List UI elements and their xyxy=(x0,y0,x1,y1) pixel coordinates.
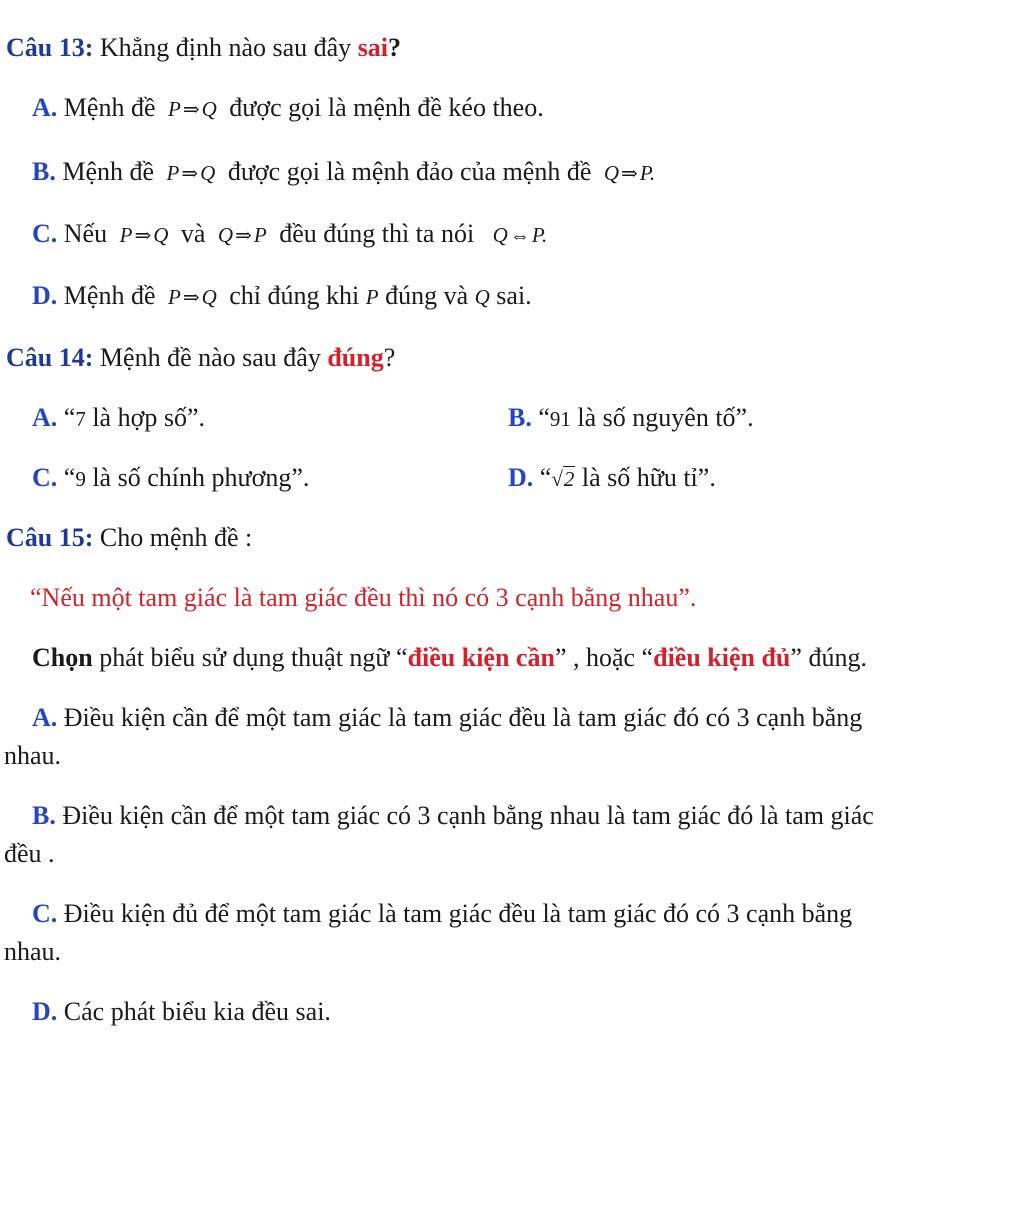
q13-option-b-q2: Q xyxy=(603,161,620,185)
instruction-choose: Chọn xyxy=(32,643,93,672)
q13-option-a-p: P xyxy=(167,97,181,121)
q15-option-d-line1: Các phát biểu kia đều sai. xyxy=(57,997,331,1026)
q14-option-b-letter: B. xyxy=(508,403,532,432)
question-15-label: Câu 15: xyxy=(6,523,94,552)
q14-option-b[interactable] xyxy=(508,402,754,435)
q13-option-d-p: P xyxy=(167,285,181,309)
q14-option-d-letter: D. xyxy=(508,463,534,492)
q13-option-a-letter: A. xyxy=(32,93,58,122)
question-13-label: Câu 13: xyxy=(6,33,94,62)
q13-option-c-arrow2: ⇒ xyxy=(235,225,252,247)
q14-option-b-num: 91 xyxy=(549,407,571,431)
q13-option-c-arrow3: ⇔ xyxy=(509,225,530,247)
q14-option-a-letter: A. xyxy=(32,403,58,432)
q15-option-a-line1: Điều kiện cần để một tam giác là tam giác đều là tam giác đó có 3 cạnh bằng xyxy=(57,703,863,732)
q13-option-c-pre: Nếu xyxy=(57,219,114,248)
question-13-keyword: sai xyxy=(357,33,389,62)
q13-option-c-q3: Q xyxy=(492,223,508,247)
question-15-title xyxy=(6,522,252,554)
q14-option-c[interactable] xyxy=(32,462,309,495)
q15-option-b-letter: B. xyxy=(32,801,56,830)
q13-option-b-arrow2: ⇒ xyxy=(621,163,638,185)
term-sufficient-condition: điều kiện đủ xyxy=(653,643,791,672)
instruction-t3: ” đúng. xyxy=(790,643,867,672)
question-14-keyword: đúng xyxy=(327,343,384,372)
q13-option-b-mid: được gọi là mệnh đảo của mệnh đề xyxy=(221,157,598,186)
q13-option-b-pre: Mệnh đề xyxy=(55,157,161,186)
q14-option-c-letter: C. xyxy=(32,463,58,492)
q15-option-c[interactable] xyxy=(32,898,852,930)
question-14-title xyxy=(6,342,395,374)
q15-option-c-line1: Điều kiện đủ để một tam giác là tam giác đều là tam giác đó có 3 cạnh bằng xyxy=(57,899,853,928)
q13-option-a-arrow: ⇒ xyxy=(182,99,200,121)
q15-option-c-letter: C. xyxy=(32,899,58,928)
question-13-end: ? xyxy=(388,33,402,62)
q13-option-c-p3: P. xyxy=(531,223,548,247)
q13-option-c-q2: Q xyxy=(217,223,234,247)
q14-option-a-num: 7 xyxy=(75,407,86,431)
q13-option-d-letter: D. xyxy=(32,281,58,310)
q15-option-b-continuation: đều . xyxy=(4,839,55,868)
question-14-text: Mệnh đề nào sau đây xyxy=(93,343,328,372)
question-15-text: Cho mệnh đề : xyxy=(93,523,253,552)
q13-option-c-arrow: ⇒ xyxy=(134,225,152,247)
q13-option-d-q: Q xyxy=(201,285,217,309)
instruction-t2: ” , hoặc “ xyxy=(554,643,654,672)
q13-option-d-p2: P xyxy=(365,285,379,309)
q14-option-a-post: là hợp số”. xyxy=(85,403,205,432)
q14-option-d-post: là số hữu tỉ”. xyxy=(575,463,716,492)
question-13-text: Khẳng định nào sau đây xyxy=(93,33,358,62)
q13-option-b-p: P xyxy=(166,161,180,185)
instruction-t1: phát biểu sử dụng thuật ngữ “ xyxy=(92,643,408,672)
q14-option-a[interactable] xyxy=(32,402,205,435)
q13-option-b-letter: B. xyxy=(32,157,56,186)
q15-option-b-line1: Điều kiện cần để một tam giác có 3 cạnh bằng nhau là tam giác đó là tam giác xyxy=(55,801,874,830)
q13-option-c-p2: P xyxy=(253,223,267,247)
q15-option-a-continuation: nhau. xyxy=(4,741,62,770)
q13-option-d-mid2: đúng và xyxy=(378,281,475,310)
q13-option-b-q: Q xyxy=(200,161,216,185)
q13-option-c-mid2: đều đúng thì ta nói xyxy=(272,219,481,248)
sqrt-symbol xyxy=(551,463,575,495)
q13-option-c-mid: và xyxy=(174,219,212,248)
q13-option-d-q2: Q xyxy=(474,285,490,309)
question-14-end: ? xyxy=(383,343,396,372)
q14-option-c-pre: “ xyxy=(57,463,76,492)
q13-option-d-mid: chỉ đúng khi xyxy=(222,281,366,310)
q15-option-a-letter: A. xyxy=(32,703,58,732)
q13-option-a-post: được gọi là mệnh đề kéo theo. xyxy=(222,93,544,122)
q14-option-c-post: là số chính phương”. xyxy=(85,463,310,492)
q14-option-b-pre: “ xyxy=(531,403,550,432)
q15-option-b[interactable] xyxy=(32,800,874,832)
q14-option-b-post: là số nguyên tố”. xyxy=(570,403,754,432)
question-15-instruction xyxy=(32,642,867,674)
q13-option-b[interactable] xyxy=(32,156,655,190)
q13-option-a-pre: Mệnh đề xyxy=(57,93,162,122)
q14-option-d-pre: “ xyxy=(533,463,552,492)
q13-option-a[interactable] xyxy=(32,92,544,126)
question-14-label: Câu 14: xyxy=(6,343,94,372)
term-necessary-condition: điều kiện cần xyxy=(407,643,555,672)
q13-option-b-arrow: ⇒ xyxy=(181,163,199,185)
q15-option-d[interactable] xyxy=(32,996,331,1028)
question-13-title xyxy=(6,32,401,64)
q13-option-d[interactable] xyxy=(32,280,532,314)
q15-option-d-letter: D. xyxy=(32,997,58,1026)
q13-option-d-arrow: ⇒ xyxy=(182,287,200,309)
q15-option-a[interactable] xyxy=(32,702,862,734)
q15-option-c-continuation: nhau. xyxy=(4,937,62,966)
q14-option-c-num: 9 xyxy=(75,467,86,491)
q13-option-b-p2: P. xyxy=(639,161,656,185)
q13-option-c-p: P xyxy=(119,223,133,247)
q13-option-a-q: Q xyxy=(201,97,217,121)
q13-option-d-post: sai. xyxy=(489,281,532,310)
q13-option-c-letter: C. xyxy=(32,219,58,248)
question-15-statement: “Nếu một tam giác là tam giác đều thì nó có 3 cạnh bằng nhau”. xyxy=(30,583,697,612)
q13-option-d-pre: Mệnh đề xyxy=(57,281,162,310)
sqrt-radicand: 2 xyxy=(563,467,575,491)
q13-option-c-q: Q xyxy=(153,223,169,247)
q14-option-d[interactable] xyxy=(508,462,716,495)
q13-option-c[interactable] xyxy=(32,218,547,252)
q14-option-a-pre: “ xyxy=(57,403,76,432)
sqrt-sign: √ xyxy=(551,467,563,491)
